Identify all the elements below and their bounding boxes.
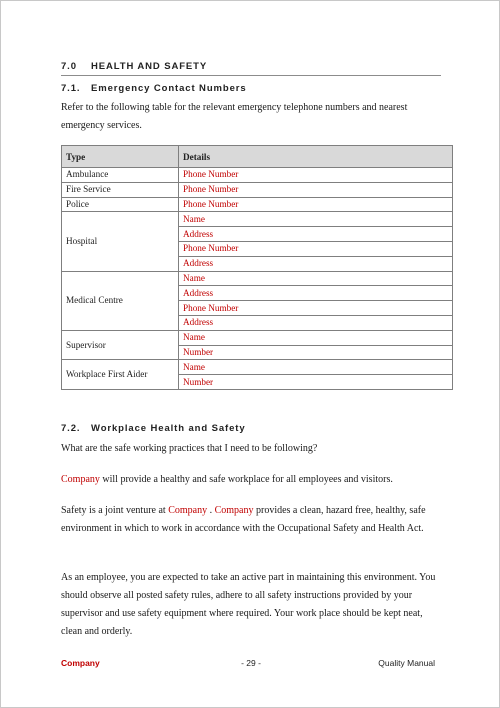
contact-type-cell: Fire Service (62, 182, 179, 197)
company-name: Company (168, 505, 208, 516)
table-row (62, 271, 453, 286)
table-header-row (62, 146, 453, 168)
safety-question-paragraph: What are the safe working practices that I need to be following? (61, 443, 318, 454)
subsection-number: 7.1. (61, 83, 81, 94)
table-row (62, 330, 453, 345)
contact-detail-cell: Address (179, 256, 453, 271)
paragraph-text: . (207, 505, 215, 516)
paragraph-text: will provide a healthy and safe workplace for all employees and visitors. (99, 474, 393, 485)
contact-detail-cell: Phone Number (179, 168, 453, 183)
table-row (62, 197, 453, 212)
contact-type-cell: Police (62, 197, 179, 212)
footer-document-title: Quality Manual (378, 658, 435, 668)
contact-detail-cell: Name (179, 271, 453, 286)
company-commitment-paragraph (61, 471, 446, 489)
table-header-type: Type (62, 146, 179, 168)
contact-type-cell: Ambulance (62, 168, 179, 183)
contact-type-cell: Medical Centre (62, 271, 179, 330)
company-name: Company (61, 474, 100, 485)
section-number: 7.0 (61, 61, 77, 72)
contact-detail-cell: Phone Number (179, 241, 453, 256)
contact-detail-cell: Address (179, 286, 453, 301)
paragraph-text: Safety is a joint venture at (61, 505, 169, 516)
table-header-details: Details (179, 146, 453, 168)
contact-type-cell: Hospital (62, 212, 179, 271)
contact-detail-cell: Number (179, 345, 453, 360)
joint-venture-paragraph (61, 502, 446, 538)
footer-company: Company (61, 658, 100, 668)
contact-detail-cell: Name (179, 330, 453, 345)
subsection-heading-emergency (61, 83, 247, 94)
emergency-contacts-table (61, 145, 453, 390)
contact-type-cell: Workplace First Aider (62, 360, 179, 390)
section-title: HEALTH AND SAFETY (91, 61, 208, 72)
subsection-heading-workplace (61, 423, 246, 434)
table-row (62, 360, 453, 375)
contact-detail-cell: Phone Number (179, 182, 453, 197)
contact-detail-cell: Address (179, 227, 453, 242)
contact-detail-cell: Number (179, 375, 453, 390)
subsection-title: Workplace Health and Safety (91, 423, 246, 434)
paragraph-text: provides a clean, hazard free, healthy, safe environment in which to work in accordance with the Occupational Safety and Health Act. (61, 505, 426, 534)
section-heading (61, 61, 441, 76)
subsection-number: 7.2. (61, 423, 81, 434)
contact-detail-cell: Name (179, 360, 453, 375)
company-name: Company (214, 505, 254, 516)
contact-detail-cell: Phone Number (179, 301, 453, 316)
table-row (62, 182, 453, 197)
table-row (62, 212, 453, 227)
employee-expectations-paragraph: As an employee, you are expected to take an active part in maintaining this environment. You should observe all posted safety rules, adhere to all safety instructions provided by your supervisor and use safety equipment where required. Your work place should be kept neat, clean and orderly. (61, 572, 436, 637)
contact-type-cell: Supervisor (62, 330, 179, 360)
table-row (62, 168, 453, 183)
contact-detail-cell: Phone Number (179, 197, 453, 212)
subsection-title: Emergency Contact Numbers (91, 83, 247, 94)
contact-detail-cell: Name (179, 212, 453, 227)
contact-detail-cell: Address (179, 315, 453, 330)
emergency-intro-paragraph: Refer to the following table for the relevant emergency telephone numbers and nearest emergency services. (61, 102, 408, 131)
footer-page-number: - 29 - (241, 658, 261, 668)
